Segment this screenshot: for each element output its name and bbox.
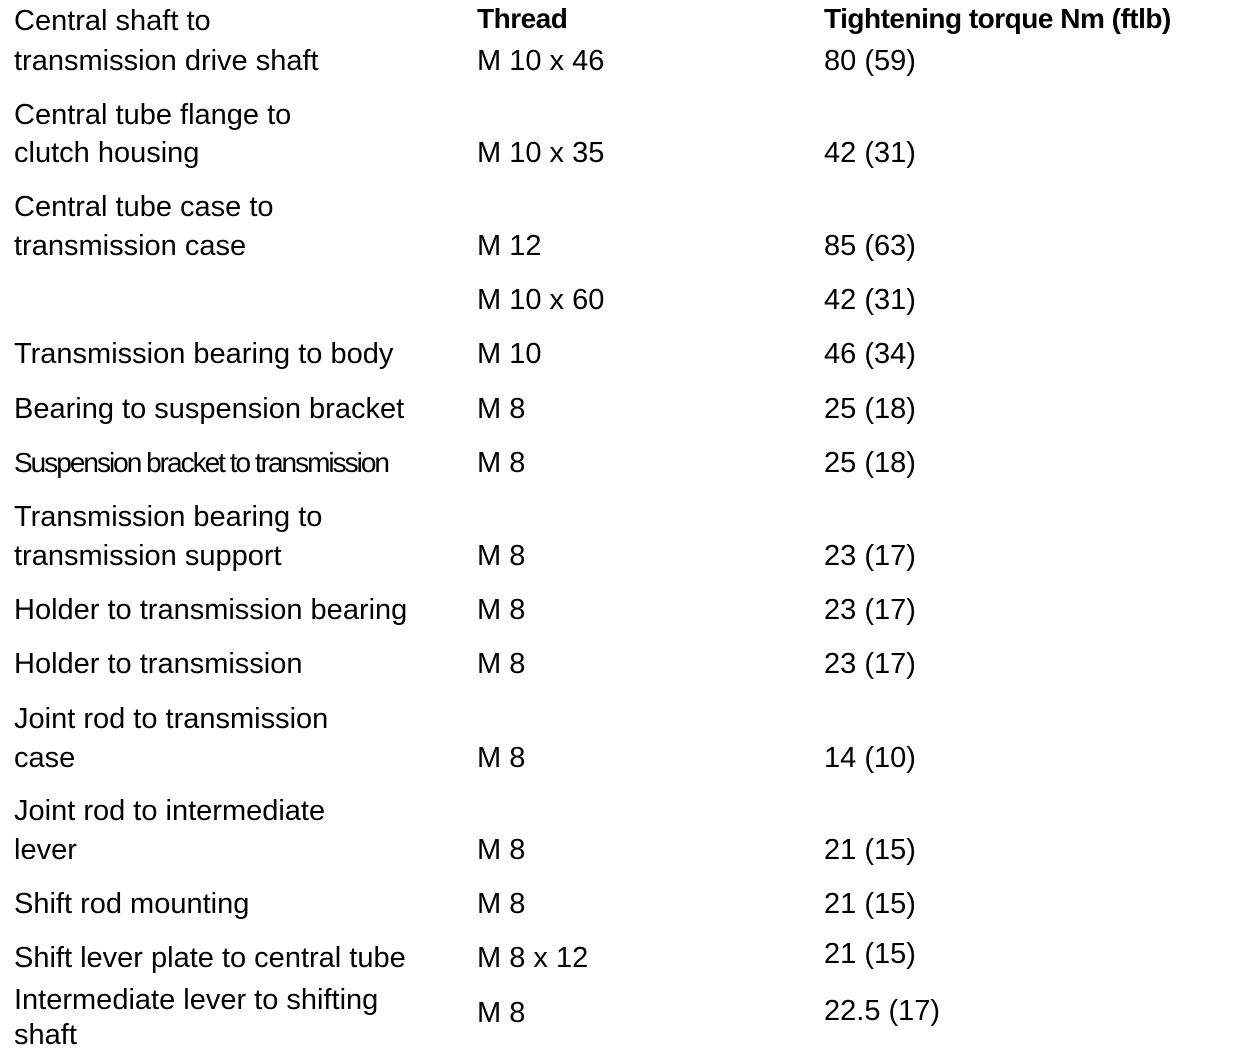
- component-cell: Holder to transmission bearing: [14, 594, 408, 626]
- component-cell: Holder to transmission: [14, 648, 303, 680]
- thread-cell: M 8: [477, 393, 526, 425]
- component-cell: transmission drive shaft: [14, 45, 319, 77]
- torque-cell: 25 (18): [824, 393, 916, 425]
- component-cell: Joint rod to transmission: [14, 703, 329, 735]
- component-cell: Suspension bracket to transmission: [14, 447, 388, 478]
- torque-cell: 46 (34): [824, 338, 916, 370]
- thread-cell: M 10 x 35: [477, 137, 605, 169]
- component-cell: Central shaft to: [14, 5, 211, 37]
- thread-cell: M 12: [477, 230, 542, 262]
- component-cell: transmission case: [14, 230, 247, 262]
- thread-cell: M 10 x 46: [477, 45, 605, 77]
- thread-cell: M 8: [477, 834, 526, 866]
- thread-cell: M 8: [477, 540, 526, 572]
- thread-cell: M 8: [477, 447, 526, 479]
- torque-cell: 85 (63): [824, 230, 916, 262]
- torque-cell: 23 (17): [824, 594, 916, 626]
- component-cell: Intermediate lever to shifting: [14, 984, 379, 1016]
- component-cell: case: [14, 742, 76, 774]
- torque-cell: 14 (10): [824, 742, 916, 774]
- torque-cell: 21 (15): [824, 834, 916, 866]
- component-cell: Joint rod to intermediate: [14, 795, 326, 827]
- thread-cell: M 10: [477, 338, 542, 370]
- component-cell: shaft: [14, 1019, 77, 1051]
- torque-cell: 42 (31): [824, 284, 916, 316]
- component-cell: lever: [14, 834, 77, 866]
- component-cell: Shift rod mounting: [14, 888, 250, 920]
- component-cell: transmission support: [14, 540, 282, 572]
- component-cell: Transmission bearing to body: [14, 338, 394, 370]
- torque-cell: 23 (17): [824, 648, 916, 680]
- thread-cell: M 8: [477, 594, 526, 626]
- thread-cell: M 10 x 60: [477, 284, 605, 316]
- torque-cell: 23 (17): [824, 540, 916, 572]
- thread-cell: M 8: [477, 742, 526, 774]
- component-cell: Shift lever plate to central tube: [14, 942, 406, 974]
- component-cell: clutch housing: [14, 137, 200, 169]
- thread-column-header: Thread: [477, 3, 568, 34]
- torque-cell: 21 (15): [824, 888, 916, 920]
- component-cell: Transmission bearing to: [14, 501, 323, 533]
- thread-cell: M 8: [477, 997, 526, 1029]
- torque-cell: 21 (15): [824, 938, 916, 970]
- torque-cell: 25 (18): [824, 447, 916, 479]
- component-cell: Central tube flange to: [14, 99, 292, 131]
- torque-cell: 80 (59): [824, 45, 916, 77]
- torque-cell: 22.5 (17): [824, 995, 941, 1027]
- torque-column-header: Tightening torque Nm (ftlb): [824, 3, 1171, 34]
- component-cell: Central tube case to: [14, 191, 274, 223]
- thread-cell: M 8: [477, 648, 526, 680]
- thread-cell: M 8: [477, 888, 526, 920]
- thread-cell: M 8 x 12: [477, 942, 589, 974]
- torque-cell: 42 (31): [824, 137, 916, 169]
- component-cell: Bearing to suspension bracket: [14, 393, 405, 425]
